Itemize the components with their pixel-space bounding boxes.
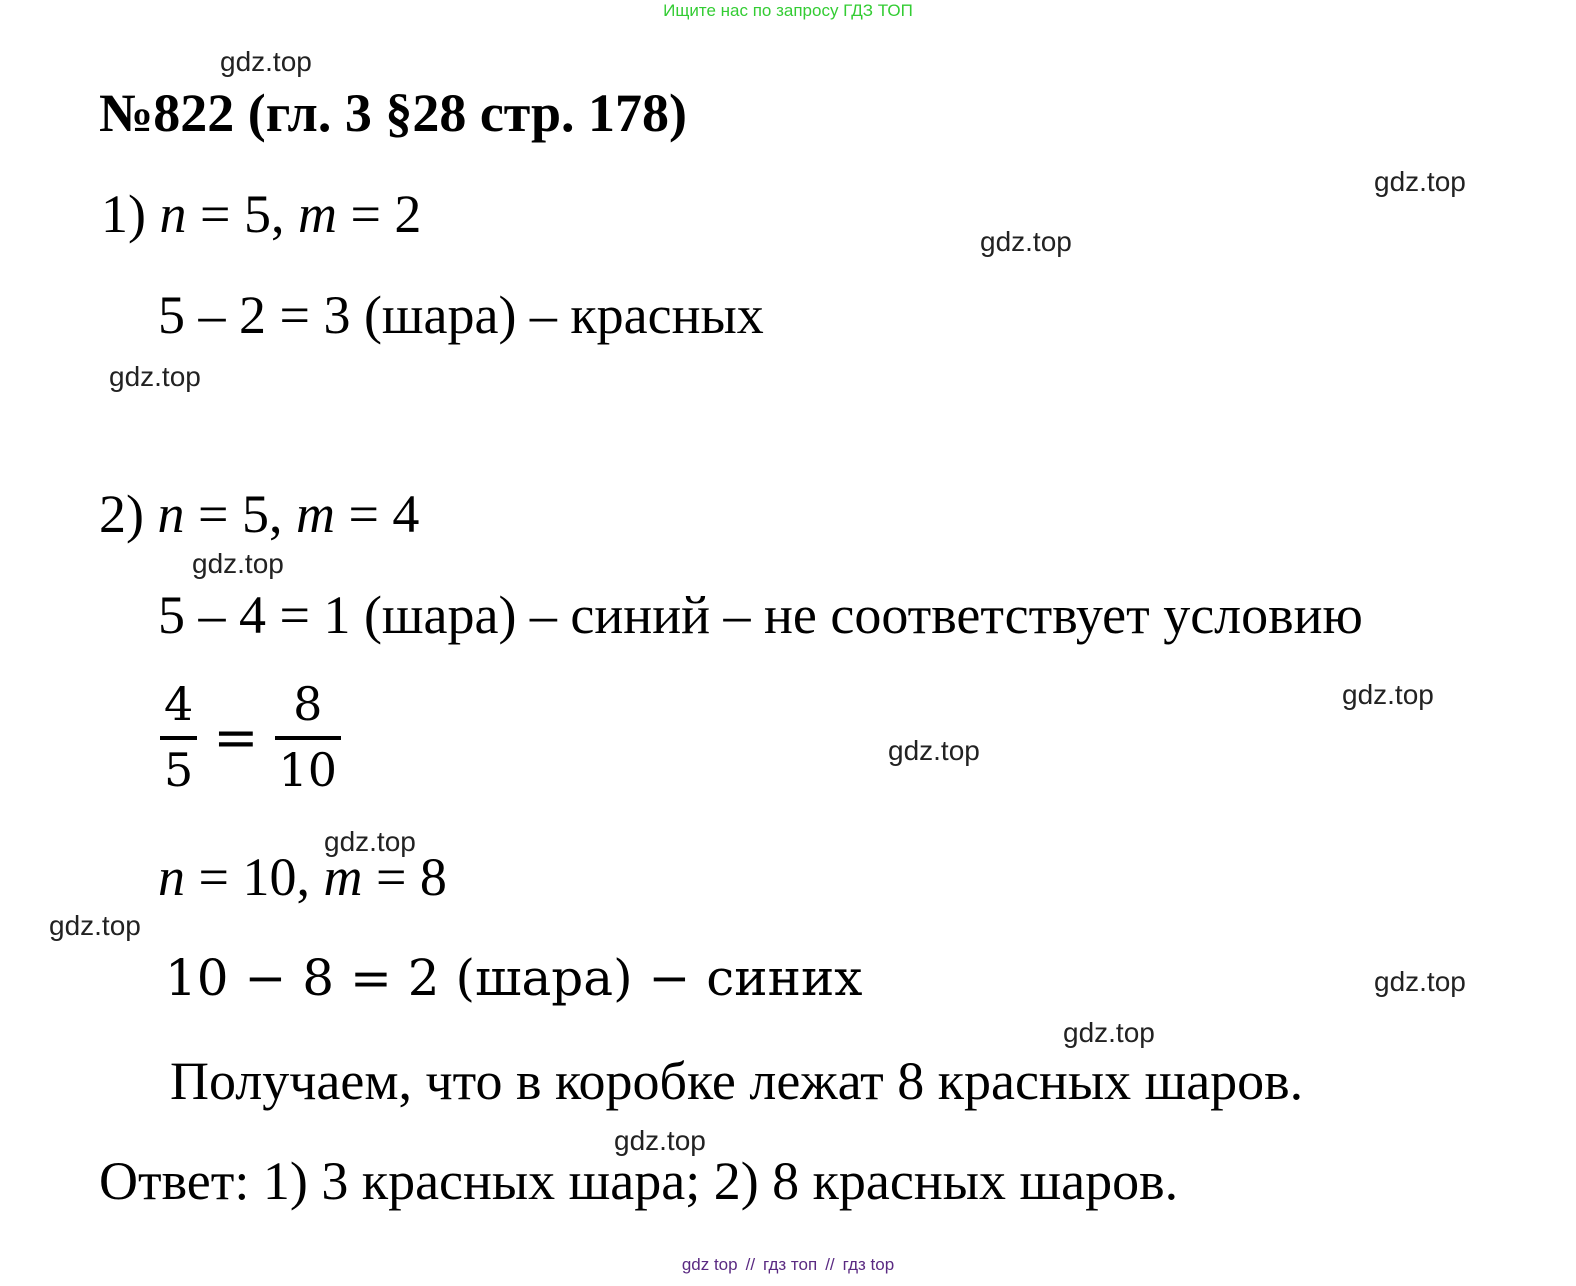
watermark: gdz.top bbox=[220, 46, 312, 77]
fraction-left-numerator: 4 bbox=[164, 677, 194, 731]
page-title: №822 (гл. 3 §28 стр. 178) bbox=[99, 83, 687, 143]
part1-calc: 5 – 2 = 3 (шара) – красных bbox=[158, 285, 764, 345]
fraction-left bbox=[160, 678, 197, 796]
part1-label: 1) bbox=[101, 184, 146, 244]
part1-m-var: m bbox=[297, 184, 337, 244]
part2-calc: 5 – 4 = 1 (шара) – синий – не соответствует условию bbox=[158, 585, 1363, 645]
bottom-separator: // bbox=[825, 1255, 835, 1274]
fraction-right-denominator: 10 bbox=[278, 743, 338, 797]
bottom-link[interactable]: gdz top bbox=[681, 1255, 738, 1274]
fraction-equation bbox=[160, 678, 341, 796]
bottom-separator: // bbox=[745, 1255, 756, 1274]
part1-condition bbox=[101, 183, 421, 245]
part2-condition bbox=[99, 483, 419, 545]
watermark: gdz.top bbox=[980, 226, 1072, 257]
part2-calc2: 10 − 8 = 2 (шара) − синих bbox=[165, 949, 863, 1007]
fraction-bar bbox=[275, 736, 342, 740]
fraction-left-denominator: 5 bbox=[164, 743, 194, 797]
part2-n2-var: n bbox=[158, 847, 185, 907]
bottom-links bbox=[0, 1254, 1576, 1276]
part2-m2-var: m bbox=[323, 847, 363, 907]
watermark: gdz.top bbox=[1374, 966, 1466, 997]
watermark: gdz.top bbox=[614, 1125, 706, 1156]
fraction-right bbox=[275, 678, 342, 796]
part2-m-eq: = 4 bbox=[334, 484, 420, 544]
part1-n-var: n bbox=[159, 184, 187, 244]
part2-label: 2) bbox=[99, 484, 144, 544]
bottom-link[interactable]: гдз top bbox=[842, 1255, 895, 1274]
part2-m2-eq: = 8 bbox=[362, 847, 447, 907]
watermark: gdz.top bbox=[109, 361, 201, 392]
watermark: gdz.top bbox=[1342, 679, 1434, 710]
watermark: gdz.top bbox=[1063, 1017, 1155, 1048]
fraction-equals: = bbox=[213, 705, 259, 769]
watermark: gdz.top bbox=[888, 735, 980, 766]
watermark: gdz.top bbox=[1374, 166, 1466, 197]
part2-n2-eq: = 10, bbox=[185, 847, 324, 907]
fraction-right-numerator: 8 bbox=[293, 677, 323, 731]
part2-m-var: m bbox=[295, 484, 335, 544]
fraction-bar bbox=[160, 736, 197, 740]
part1-m-eq: = 2 bbox=[336, 184, 422, 244]
top-banner[interactable]: Ищите нас по запросу ГДЗ ТОП bbox=[663, 1, 913, 20]
part2-n-eq: = 5, bbox=[184, 484, 296, 544]
conclusion: Получаем, что в коробке лежат 8 красных шаров. bbox=[170, 1051, 1304, 1111]
bottom-link[interactable]: гдз топ bbox=[763, 1255, 818, 1274]
part1-n-eq: = 5, bbox=[186, 184, 298, 244]
watermark: gdz.top bbox=[324, 826, 416, 857]
watermark: gdz.top bbox=[192, 548, 284, 579]
part2-new-condition bbox=[158, 846, 447, 908]
part2-n-var: n bbox=[157, 484, 185, 544]
watermark: gdz.top bbox=[49, 910, 141, 941]
answer: Ответ: 1) 3 красных шара; 2) 8 красных шаров. bbox=[99, 1151, 1179, 1211]
